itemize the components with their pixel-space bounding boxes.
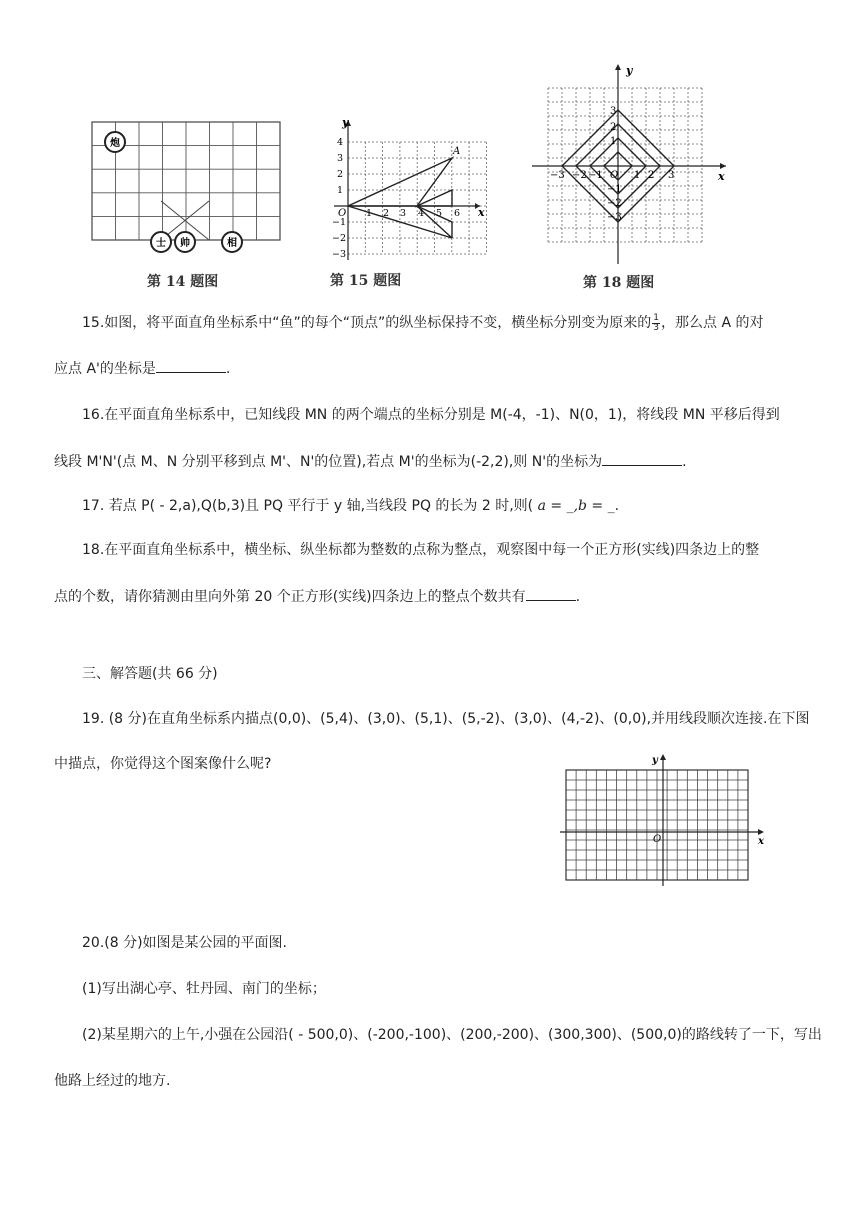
fig18-x-tick: 2 [648, 170, 655, 181]
fig19-origin: O [653, 834, 662, 845]
fig15-origin: O [338, 208, 347, 219]
svg-text:士: 士 [156, 238, 166, 249]
answer-blank-15[interactable] [156, 358, 226, 373]
question-15-line-2: 应点 A'的坐标是 . [54, 358, 814, 379]
fig18-y-tick: 1 [610, 136, 617, 147]
fig18-x-tick: −1 [588, 170, 603, 181]
fig19-y-label: y [652, 755, 658, 766]
svg-text:相: 相 [227, 238, 237, 249]
fig15-y-tick: −2 [331, 233, 346, 244]
fig19-x-label: x [758, 836, 764, 847]
question-15-line-1: 15.如图，将平面直角坐标系中“鱼”的每个“顶点”的纵坐标保持不变，横坐标分别变为原来的 $\frac{1}{3}$ ，那么点 A 的对 [82, 312, 764, 333]
question-16-line-2: 线段 M'N'(点 M、N 分别平移到点 M'、N'的位置),若点 M'的坐标为(-2,2),则 N'的坐标为 . [54, 451, 814, 472]
fraction-one-third: $\frac{1}{3}$ [653, 312, 660, 333]
fig15-point-a: A [453, 146, 461, 157]
fig15-x-tick: 6 [454, 208, 461, 219]
svg-text:帅: 帅 [180, 238, 190, 249]
fig15-x-tick: 1 [366, 208, 373, 219]
question-20-line-4: 他路上经过的地方. [54, 1073, 171, 1089]
question-19-line-2: 中描点，你觉得这个图案像什么呢? [54, 756, 272, 772]
question-20-line-2: (1)写出湖心亭、牡丹园、南门的坐标； [82, 981, 326, 997]
figure-19-empty-grid [556, 750, 770, 890]
fig18-y-tick: −1 [607, 184, 622, 195]
fig18-y-label: y [626, 64, 633, 77]
svg-text:炮: 炮 [110, 138, 120, 149]
fig18-y-tick: 2 [610, 122, 617, 133]
fig15-x-tick: 5 [436, 208, 443, 219]
fig15-y-tick: −1 [331, 217, 346, 228]
figure-15-caption: 第 15 题图 [330, 273, 402, 289]
fig18-y-tick: −3 [607, 212, 622, 223]
question-18-line-1: 18.在平面直角坐标系中，横坐标、纵坐标都为整数的点称为整点，观察图中每一个正方形(实线)四条边上的整 [82, 542, 760, 558]
question-16-line-1: 16.在平面直角坐标系中，已知线段 MN 的两个端点的坐标分别是 M(-4，-1)、N(0，1)，将线段 MN 平移后得到 [82, 407, 780, 423]
answer-blank-16[interactable] [602, 451, 682, 466]
chess-piece-xiang [222, 232, 242, 252]
fig18-y-tick: 3 [610, 106, 617, 117]
question-17: 17. 若点 P( - 2,a),Q(b,3)且 PQ 平行于 y 轴,当线段 PQ 的长为 2 时,则( a = _,b = _. [82, 498, 620, 514]
fig15-y-tick: 4 [336, 137, 343, 148]
figure-14-chessboard [88, 118, 284, 256]
question-20-line-1: 20.(8 分)如图是某公园的平面图. [82, 935, 287, 951]
fig15-y-tick: 3 [336, 153, 343, 164]
fig15-x-label: x [478, 206, 485, 219]
fig15-y-tick: −3 [331, 249, 346, 260]
fig15-y-tick: 2 [336, 169, 343, 180]
fig18-origin: O [610, 170, 619, 181]
fig15-x-tick: 4 [418, 208, 425, 219]
question-20-line-3: (2)某星期六的上午,小强在公园沿( - 500,0)、(-200,-100)、(200,-200)、(300,300)、(500,0)的路线转了一下，写出 [82, 1027, 822, 1043]
fig15-x-tick: 2 [383, 208, 390, 219]
fig18-x-label: x [718, 170, 725, 183]
fig15-x-tick: 3 [400, 208, 407, 219]
fig15-y-tick: 1 [336, 185, 343, 196]
fig15-y-label: y [342, 116, 349, 129]
figure-18-caption: 第 18 题图 [583, 275, 655, 291]
chess-piece-pao [105, 132, 125, 152]
fig18-y-tick: −2 [607, 198, 622, 209]
fig18-x-tick: −3 [550, 170, 565, 181]
figure-18-squares-graph [528, 58, 732, 268]
fig18-x-tick: −2 [572, 170, 587, 181]
section-3-heading: 三、解答题(共 66 分) [82, 666, 218, 682]
question-19-line-1: 19. (8 分)在直角坐标系内描点(0,0)、(5,4)、(3,0)、(5,1)、(5,-2)、(3,0)、(4,-2)、(0,0),并用线段顺次连接.在下图 [82, 711, 810, 727]
chess-piece-shi [151, 232, 171, 252]
fig18-x-tick: 3 [668, 170, 675, 181]
figure-14-caption: 第 14 题图 [147, 274, 219, 290]
figure-15-fish-graph [330, 112, 490, 262]
question-18-line-2: 点的个数，请你猜测由里向外第 20 个正方形(实线)四条边上的整点个数共有 . [54, 586, 814, 607]
chess-piece-shuai [175, 232, 195, 252]
fig18-x-tick: 1 [634, 170, 641, 181]
answer-blank-18[interactable] [526, 586, 576, 601]
